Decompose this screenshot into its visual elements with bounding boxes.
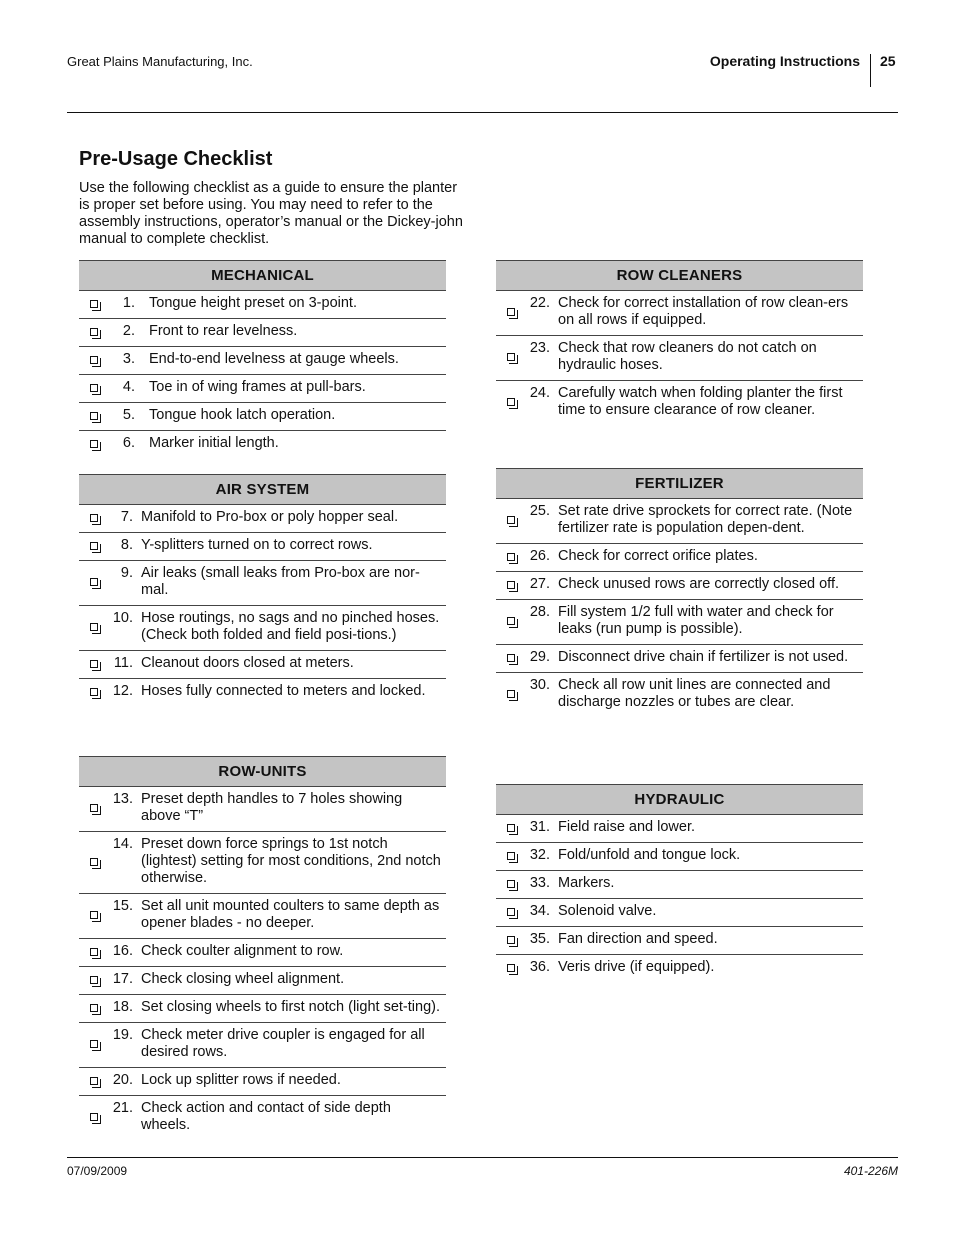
checkbox-square-icon [90,688,98,696]
checklist-item [496,871,863,899]
item-text: Disconnect drive chain if fertilizer is not used. [558,649,849,665]
checkbox[interactable] [496,553,526,561]
checklist-item [79,995,446,1023]
checkbox[interactable] [496,308,526,316]
checkbox[interactable] [79,578,109,586]
checklist-item [79,787,446,832]
checkbox-square-icon [90,1040,98,1048]
checkbox-square-icon [507,398,515,406]
checklist-item [496,955,863,982]
item-text: Cleanout doors closed at meters. [141,655,354,671]
checkbox-square-icon [90,660,98,668]
checklist-item [79,606,446,651]
checkbox-square-icon [507,964,515,972]
checklist-item [496,600,863,645]
header-rule [67,112,898,113]
item-number: 9. [120,565,133,581]
checkbox[interactable] [496,617,526,625]
checkbox[interactable] [496,353,526,361]
checkbox-square-icon [90,328,98,336]
checkbox-square-icon [90,384,98,392]
checklist-heading: FERTILIZER [496,468,863,499]
checklist-mechanical [79,260,446,458]
checkbox-square-icon [90,948,98,956]
checkbox-square-icon [507,852,515,860]
checklist-item [79,347,446,375]
checklist-item [79,894,446,939]
checklist-row-cleaners [496,260,863,425]
footer-doc-number: 401-226M [843,1164,898,1178]
checkbox-square-icon [507,617,515,625]
page-title: Pre-Usage Checklist [79,148,273,170]
checkbox-square-icon [507,908,515,916]
checkbox[interactable] [496,936,526,944]
checkbox[interactable] [496,581,526,589]
checkbox-square-icon [90,542,98,550]
checklist-item [496,291,863,336]
checkbox[interactable] [79,623,109,631]
checklist-heading: MECHANICAL [79,260,446,291]
item-number: 26. [529,548,550,564]
checkbox[interactable] [79,1077,109,1085]
header-divider [870,54,871,87]
item-text: Check action and contact of side depth wheels. [141,1100,391,1133]
checkbox-square-icon [507,690,515,698]
checklist-item [496,572,863,600]
item-number: 7. [120,509,133,525]
checkbox[interactable] [79,688,109,696]
checkbox-square-icon [507,308,515,316]
item-text: Fold/unfold and tongue lock. [558,847,741,863]
item-number: 22. [529,295,550,311]
checklist-heading: ROW CLEANERS [496,260,863,291]
checklist-fertilizer [496,468,863,717]
checklist-item [79,533,446,561]
item-text: Manifold to Pro-box or poly hopper seal. [141,509,399,525]
checklist-heading: AIR SYSTEM [79,474,446,505]
item-text: Fill system 1/2 full with water and check for leaks (run pump is possible). [558,604,834,637]
checklist-hydraulic [496,784,863,982]
item-number: 14. [112,836,133,852]
checkbox-square-icon [90,440,98,448]
item-number: 31. [529,819,550,835]
item-number: 17. [112,971,133,987]
checkbox[interactable] [496,880,526,888]
checkbox-square-icon [90,976,98,984]
item-number: 1. [122,295,135,311]
checkbox[interactable] [79,660,109,668]
item-number: 28. [529,604,550,620]
checkbox-square-icon [90,300,98,308]
checklist-item [79,939,446,967]
item-number: 10. [112,610,133,626]
checkbox[interactable] [79,948,109,956]
company-name: Great Plains Manufacturing, Inc. [67,54,253,69]
checklist-item [79,651,446,679]
checklist-item [79,403,446,431]
item-text: Set closing wheels to first notch (light set-ting). [141,999,440,1015]
item-text: Toe in of wing frames at pull-bars. [149,379,366,395]
item-number: 12. [112,683,133,699]
item-number: 18. [112,999,133,1015]
item-text: Y-splitters turned on to correct rows. [141,537,373,553]
checkbox-square-icon [507,553,515,561]
checklist-item [496,815,863,843]
checkbox[interactable] [79,440,109,448]
checklist-item [79,375,446,403]
checkbox[interactable] [496,690,526,698]
item-text: Tongue hook latch operation. [149,407,336,423]
checkbox[interactable] [79,542,109,550]
checklist-item [496,673,863,717]
checkbox-square-icon [90,1077,98,1085]
checkbox[interactable] [79,356,109,364]
checkbox[interactable] [79,858,109,866]
item-number: 11. [113,655,133,671]
item-text: Hose routings, no sags and no pinched hoses. (Check both folded and field posi-tions.) [141,610,440,643]
checklist-item [496,336,863,381]
item-text: Carefully watch when folding planter the first time to ensure clearance of row cleaner. [558,385,843,418]
checkbox-square-icon [507,824,515,832]
checklist-item [79,832,446,894]
checklist-heading: ROW-UNITS [79,756,446,787]
item-number: 8. [120,537,133,553]
checkbox-square-icon [90,412,98,420]
checkbox-square-icon [90,514,98,522]
item-number: 6. [122,435,135,451]
checklist-item [496,499,863,544]
item-number: 13. [112,791,133,807]
item-text: Check for correct installation of row clean-ers on all rows if equipped. [558,295,849,328]
item-text: Preset down force springs to 1st notch (lightest) setting for most conditions, 2nd notch otherwise. [141,836,441,886]
checkbox[interactable] [496,908,526,916]
item-number: 5. [122,407,135,423]
checkbox-square-icon [507,581,515,589]
item-text: Check closing wheel alignment. [141,971,345,987]
item-text: Check meter drive coupler is engaged for all desired rows. [141,1027,425,1060]
checkbox[interactable] [79,1040,109,1048]
item-text: End-to-end levelness at gauge wheels. [149,351,399,367]
checkbox-square-icon [90,1004,98,1012]
item-number: 15. [112,898,133,914]
checkbox[interactable] [79,300,109,308]
checklist-item [79,505,446,533]
item-text: Set all unit mounted coulters to same depth as opener blades - no deeper. [141,898,440,931]
item-text: Fan direction and speed. [558,931,718,947]
checkbox[interactable] [496,516,526,524]
checkbox[interactable] [496,824,526,832]
checkbox-square-icon [90,623,98,631]
checkbox[interactable] [79,911,109,919]
page-number: 25 [880,53,896,69]
item-number: 16. [112,943,133,959]
item-number: 21. [112,1100,133,1116]
checkbox-square-icon [90,858,98,866]
checkbox[interactable] [79,384,109,392]
item-text: Check all row unit lines are connected and discharge nozzles or tubes are clear. [558,677,831,710]
item-text: Lock up splitter rows if needed. [141,1072,341,1088]
checkbox-square-icon [507,654,515,662]
item-text: Field raise and lower. [558,819,696,835]
checkbox-square-icon [90,578,98,586]
checkbox[interactable] [79,976,109,984]
checkbox-square-icon [507,353,515,361]
checkbox[interactable] [79,804,109,812]
item-number: 27. [529,576,550,592]
section-title: Operating Instructions [709,53,860,69]
item-number: 4. [122,379,135,395]
item-number: 24. [529,385,550,401]
checkbox[interactable] [496,852,526,860]
checkbox-square-icon [507,880,515,888]
checklist-item [79,319,446,347]
checklist-item [496,381,863,425]
item-number: 19. [112,1027,133,1043]
checkbox-square-icon [507,936,515,944]
checkbox[interactable] [79,514,109,522]
item-text: Solenoid valve. [558,903,657,919]
checkbox[interactable] [79,328,109,336]
checklist-item [79,561,446,606]
checkbox[interactable] [79,412,109,420]
item-number: 25. [529,503,550,519]
item-number: 2. [122,323,135,339]
item-text: Check that row cleaners do not catch on hydraulic hoses. [558,340,817,373]
checklist-air-system [79,474,446,706]
checklist-heading: HYDRAULIC [496,784,863,815]
checkbox[interactable] [79,1113,109,1121]
item-text: Check for correct orifice plates. [558,548,758,564]
checklist-item [79,1068,446,1096]
item-text: Check coulter alignment to row. [141,943,344,959]
item-number: 36. [529,959,550,975]
checkbox-square-icon [507,516,515,524]
item-text: Marker initial length. [149,435,279,451]
intro-paragraph: Use the following checklist as a guide to ensure the planter is proper set before using. You may need to refer to the assembly instructions, operator’s manual or the Dickey-john manual to complete checklist. [79,180,463,247]
checkbox-square-icon [90,1113,98,1121]
item-number: 23. [529,340,550,356]
item-number: 29. [529,649,550,665]
item-text: Hoses fully connected to meters and locked. [141,683,426,699]
item-text: Front to rear levelness. [149,323,298,339]
checkbox-square-icon [90,911,98,919]
checkbox-square-icon [90,804,98,812]
item-text: Air leaks (small leaks from Pro-box are nor-mal. [141,565,420,598]
item-text: Set rate drive sprockets for correct rate. (Note fertilizer rate is population depen-dent. [558,503,853,536]
checklist-item [79,679,446,706]
checklist-item [79,1096,446,1140]
checklist-row-units [79,756,446,1140]
checklist-item [496,544,863,572]
footer-rule [67,1157,898,1158]
checklist-item [79,431,446,458]
checklist-item [496,645,863,673]
checklist-item [79,967,446,995]
item-text: Preset depth handles to 7 holes showing above “T” [141,791,403,824]
item-number: 30. [529,677,550,693]
checklist-item [79,1023,446,1068]
item-number: 33. [529,875,550,891]
item-number: 20. [112,1072,133,1088]
item-number: 32. [529,847,550,863]
item-number: 34. [529,903,550,919]
footer-date: 07/09/2009 [67,1164,128,1178]
checklist-item [496,927,863,955]
checkbox-square-icon [90,356,98,364]
item-number: 3. [122,351,135,367]
checkbox[interactable] [496,398,526,406]
checklist-item [496,899,863,927]
checklist-item [79,291,446,319]
item-text: Veris drive (if equipped). [558,959,715,975]
item-text: Markers. [558,875,615,891]
item-number: 35. [529,931,550,947]
item-text: Check unused rows are correctly closed off. [558,576,840,592]
item-text: Tongue height preset on 3-point. [149,295,357,311]
checkbox[interactable] [496,654,526,662]
checkbox[interactable] [79,1004,109,1012]
checkbox[interactable] [496,964,526,972]
checklist-item [496,843,863,871]
